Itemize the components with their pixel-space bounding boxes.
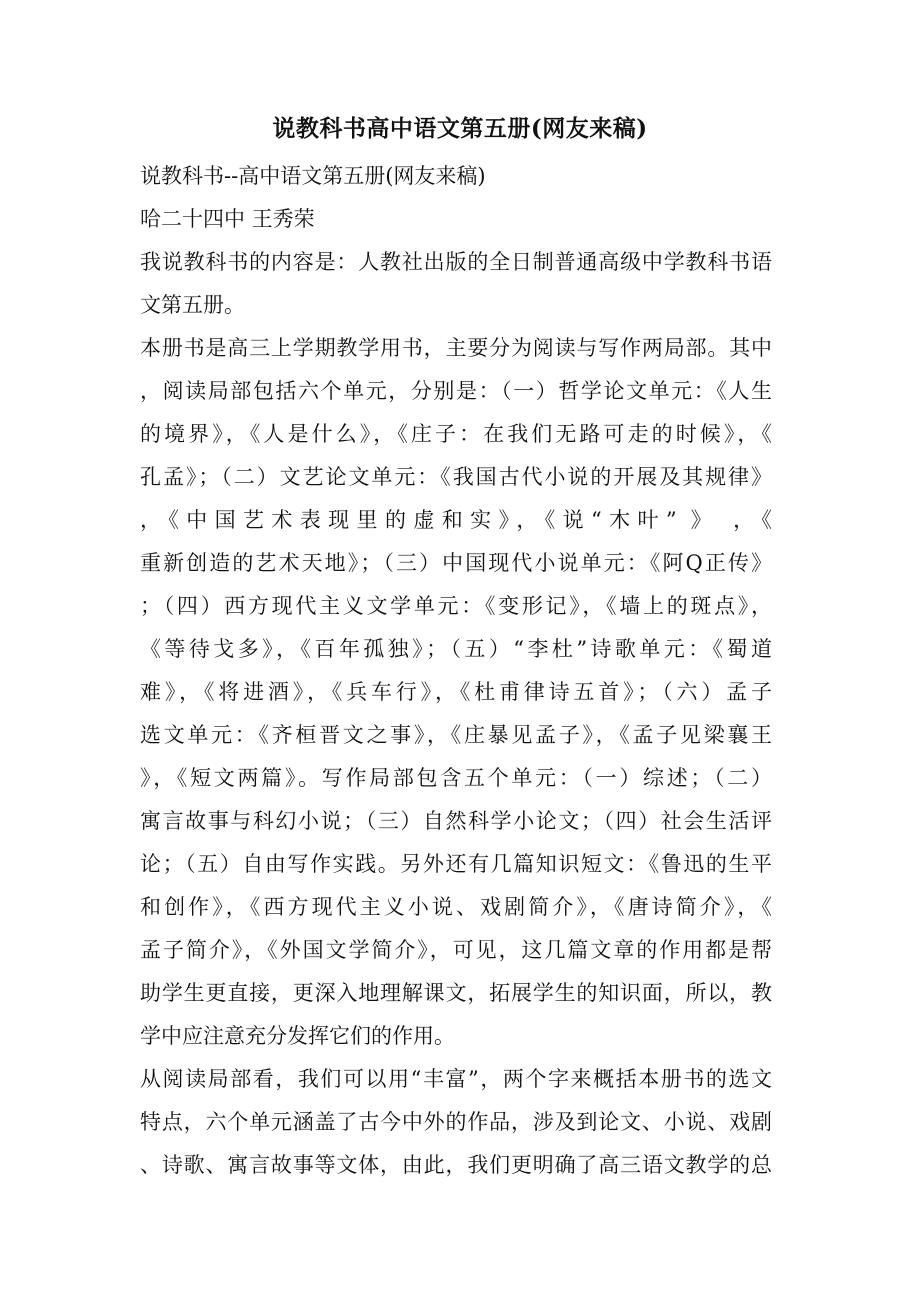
text-line: 》，《短文两篇》。写作局部包含五个单元：（一）综述；（二）	[140, 766, 772, 790]
text-line: 论；（五）自由写作实践。另外还有几篇知识短文：《鲁迅的生平	[140, 852, 772, 876]
text-line: 特点，六个单元涵盖了古今中外的作品，涉及到论文、小说、戏剧	[140, 1110, 772, 1134]
text-line: ，阅读局部包括六个单元，分别是：（一）哲学论文单元：《人生	[140, 379, 772, 403]
text-line: 《等待戈多》，《百年孤独》；（五）“李杜”诗歌单元：《蜀道	[140, 637, 772, 661]
text-line: 文第五册。	[140, 293, 245, 317]
text-line: 、诗歌、寓言故事等文体，由此，我们更明确了高三语文教学的总	[140, 1153, 772, 1177]
text-line: 寓言故事与科幻小说；（三）自然科学小论文；（四）社会生活评	[140, 809, 772, 833]
text-line: 选文单元：《齐桓晋文之事》，《庄暴见孟子》，《孟子见梁襄王	[140, 723, 772, 747]
text-line: 我说教科书的内容是：人教社出版的全日制普通高级中学教科书语	[140, 250, 772, 274]
text-line: 重新创造的艺术天地》；（三）中国现代小说单元：《阿Q正传》	[140, 551, 772, 575]
text-line: 孔孟》；（二）文艺论文单元：《我国古代小说的开展及其规律》	[140, 465, 772, 489]
text-line: 学中应注意充分发挥它们的作用。	[140, 1024, 455, 1048]
text-line: 难》，《将进酒》，《兵车行》，《杜甫律诗五首》；（六）孟子	[140, 680, 772, 704]
document-title: 说教科书高中语文第五册(网友来稿)	[272, 115, 648, 142]
text-line: 助学生更直接，更深入地理解课文，拓展学生的知识面，所以，教	[140, 981, 772, 1005]
text-line: 的境界》，《人是什么》，《庄子：在我们无路可走的时候》，《	[140, 422, 772, 446]
text-line: 孟子简介》，《外国文学简介》，可见，这几篇文章的作用都是帮	[140, 938, 772, 962]
text-line: ；（四）西方现代主义文学单元：《变形记》，《墙上的斑点》，	[140, 594, 772, 618]
text-line: 说教科书--高中语文第五册(网友来稿)	[140, 164, 486, 188]
text-line: ，《中国艺术表现里的虚和实》，《说“木叶” 》 ，《	[140, 508, 772, 532]
text-line: 本册书是高三上学期教学用书，主要分为阅读与写作两局部。其中	[140, 336, 772, 360]
document-body	[140, 156, 772, 1188]
text-line: 从阅读局部看，我们可以用“丰富”，两个字来概括本册书的选文	[140, 1067, 772, 1091]
text-line: 哈二十四中 王秀荣	[140, 207, 315, 231]
text-line: 和创作》，《西方现代主义小说、戏剧简介》，《唐诗简介》，《	[140, 895, 772, 919]
